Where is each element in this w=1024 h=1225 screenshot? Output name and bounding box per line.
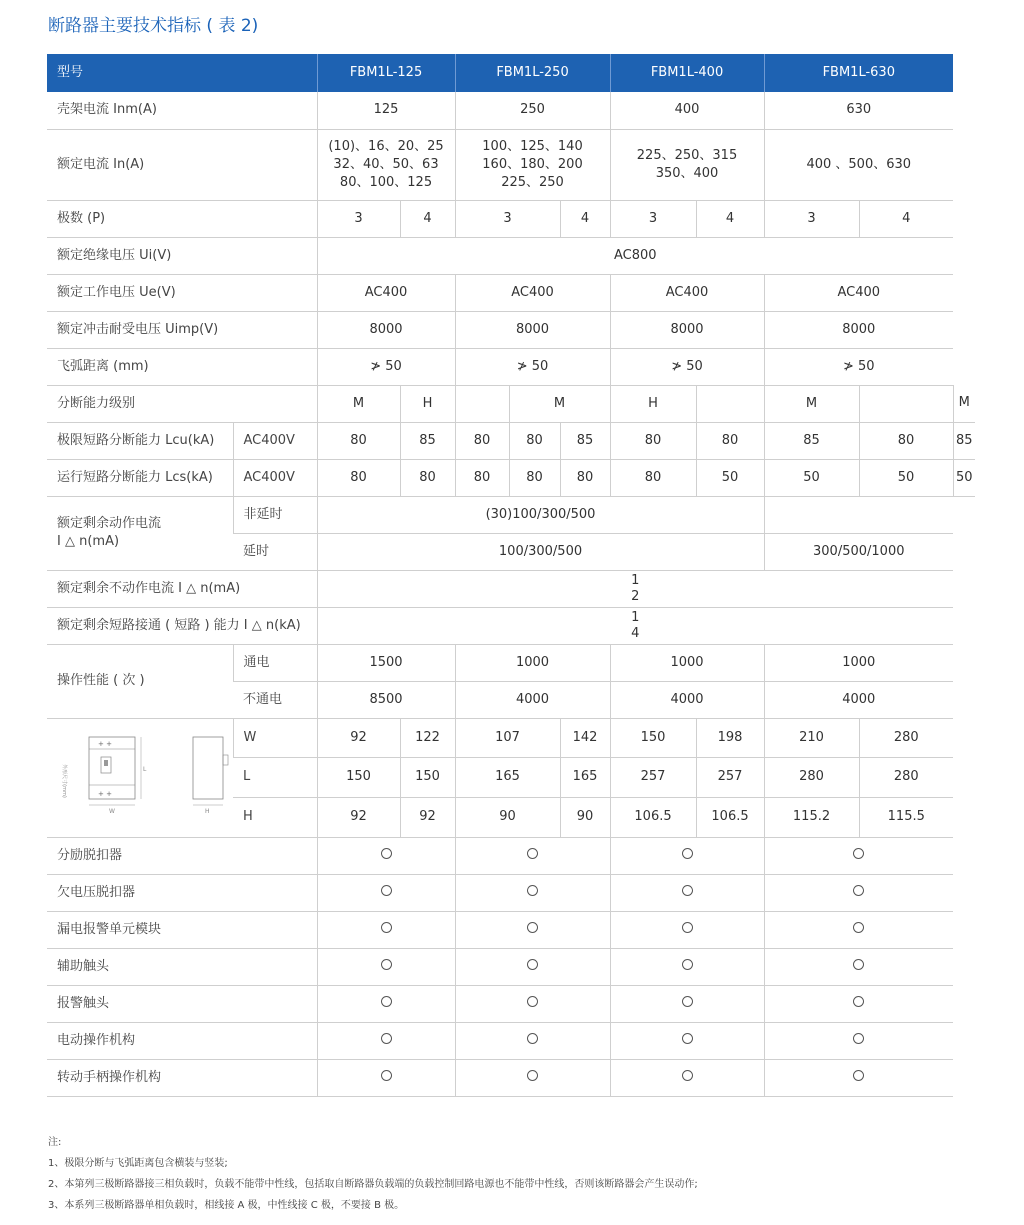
cell: 280 (859, 718, 953, 758)
model-header: FBM1L-630 (764, 54, 953, 92)
cell (764, 874, 953, 911)
available-circle-icon (682, 959, 693, 970)
cell (610, 837, 764, 874)
notes (48, 1132, 698, 1216)
page-title: 断路器主要技术指标 ( 表 2) (48, 16, 259, 36)
model-header: FBM1L-250 (455, 54, 610, 92)
cell (764, 985, 953, 1022)
available-circle-icon (853, 848, 864, 859)
cell (455, 129, 610, 200)
cell: 1000 (764, 644, 953, 681)
table-row (47, 237, 975, 274)
row-sublabel: 不通电 (233, 681, 317, 718)
table-row (47, 570, 975, 607)
row-label: 运行短路分断能力 Lcs(kA) (47, 459, 233, 496)
cell-line: 225、250、315 (636, 147, 738, 163)
cell: M (509, 385, 610, 422)
cell (610, 948, 764, 985)
cell: 8000 (764, 311, 953, 348)
note-item: 1、极限分断与飞弧距离包含横装与竖装; (48, 1158, 228, 1169)
cell: (30)100/300/500 (317, 496, 764, 533)
available-circle-icon (682, 996, 693, 1007)
table-row (47, 948, 975, 985)
table-row (47, 200, 975, 237)
cell: 3 (610, 200, 696, 237)
cell (317, 129, 455, 200)
breaker-outline-diagram (47, 719, 233, 831)
cell: 4 (696, 200, 764, 237)
row-label: 操作性能 ( 次 ) (47, 644, 233, 718)
cell: 280 (859, 758, 953, 798)
cell: ≯ 50 (317, 348, 455, 385)
row-label: 电动操作机构 (47, 1022, 317, 1059)
available-circle-icon (853, 996, 864, 1007)
table-row (47, 385, 975, 422)
cell: 4000 (610, 681, 764, 718)
cell: 165 (455, 758, 560, 798)
cell (610, 911, 764, 948)
cell: 257 (696, 758, 764, 798)
cell: 3 (455, 200, 560, 237)
cell: 1500 (317, 644, 455, 681)
cell-line: 80、100、125 (339, 174, 433, 190)
row-label: 额定冲击耐受电压 Uimp(V) (47, 311, 317, 348)
cell (610, 985, 764, 1022)
cell: 257 (610, 758, 696, 798)
cell: 4000 (764, 681, 953, 718)
available-circle-icon (527, 959, 538, 970)
table-row (47, 92, 975, 129)
cell: 80 (509, 459, 560, 496)
cell-line: 4 (631, 625, 640, 641)
cell: 630 (764, 92, 953, 129)
cell: ≯ 50 (610, 348, 764, 385)
available-circle-icon (381, 848, 392, 859)
cell: 90 (455, 797, 560, 837)
cell: 80 (859, 422, 953, 459)
cell (317, 911, 455, 948)
diagram-h-label: H (205, 807, 210, 815)
diagram-caption: 外形尺寸(mm) (61, 763, 67, 798)
available-circle-icon (853, 959, 864, 970)
table-row (47, 459, 975, 496)
available-circle-icon (682, 1033, 693, 1044)
available-circle-icon (527, 885, 538, 896)
cell: 400 、500、630 (764, 129, 953, 200)
cell: 198 (696, 718, 764, 758)
row-label: 辅助触头 (47, 948, 317, 985)
row-label: 额定电流 In(A) (47, 129, 317, 200)
row-sublabel: 非延时 (233, 496, 317, 533)
row-sublabel: AC400V (233, 459, 317, 496)
cell: 107 (455, 718, 560, 758)
row-label: 极限短路分断能力 Lcu(kA) (47, 422, 233, 459)
cell: H (610, 385, 696, 422)
cell (317, 1022, 455, 1059)
cell: M (764, 385, 859, 422)
note-item: 3、本系列三极断路器单相负载时，相线接 A 极，中性线接 C 极，不要接 B 极。 (48, 1200, 405, 1211)
cell: 50 (696, 459, 764, 496)
cell (455, 948, 610, 985)
cell: 150 (400, 758, 455, 798)
cell: 300/500/1000 (764, 533, 953, 570)
cell: 80 (400, 459, 455, 496)
cell: H (400, 385, 455, 422)
cell (610, 1059, 764, 1096)
cell (455, 1059, 610, 1096)
row-sublabel: L (233, 758, 317, 798)
cell (317, 607, 953, 644)
cell: M (953, 385, 975, 422)
dimension-diagram (47, 718, 233, 837)
cell (764, 911, 953, 948)
cell: 80 (560, 459, 610, 496)
cell-line: 2 (631, 588, 640, 604)
cell: 165 (560, 758, 610, 798)
row-sublabel: 通电 (233, 644, 317, 681)
row-label: 报警触头 (47, 985, 317, 1022)
cell-line: 160、180、200 (482, 156, 583, 172)
cell: ≯ 50 (764, 348, 953, 385)
cell (764, 496, 953, 533)
row-label (47, 496, 233, 570)
cell: 92 (317, 718, 400, 758)
cell: 4 (560, 200, 610, 237)
cell: 85 (953, 422, 975, 459)
available-circle-icon (853, 1070, 864, 1081)
available-circle-icon (381, 1033, 392, 1044)
row-label: 额定剩余短路接通 ( 短路 ) 能力 I △ n(kA) (47, 607, 317, 644)
cell-line: 1 (631, 572, 640, 588)
cell: 250 (455, 92, 610, 129)
available-circle-icon (682, 922, 693, 933)
table-row (47, 274, 975, 311)
cell: 90 (560, 797, 610, 837)
cell: 8000 (610, 311, 764, 348)
available-circle-icon (853, 1033, 864, 1044)
cell: 210 (764, 718, 859, 758)
table-row (47, 644, 975, 681)
cell: 50 (859, 459, 953, 496)
model-header: FBM1L-125 (317, 54, 455, 92)
cell: 80 (696, 422, 764, 459)
table-row (47, 911, 975, 948)
cell: AC400 (455, 274, 610, 311)
cell: 50 (953, 459, 975, 496)
available-circle-icon (682, 885, 693, 896)
cell: 92 (400, 797, 455, 837)
row-sublabel: W (233, 718, 317, 758)
cell: AC400 (764, 274, 953, 311)
cell (764, 1022, 953, 1059)
cell: ≯ 50 (455, 348, 610, 385)
cell (610, 1022, 764, 1059)
table-row (47, 607, 975, 644)
cell-line: 32、40、50、63 (333, 156, 439, 172)
cell (317, 874, 455, 911)
cell: 80 (610, 422, 696, 459)
available-circle-icon (381, 922, 392, 933)
cell-line: 225、250 (501, 174, 564, 190)
table-row (47, 422, 975, 459)
cell (610, 874, 764, 911)
table-row (47, 1022, 975, 1059)
available-circle-icon (682, 1070, 693, 1081)
cell: 100/300/500 (317, 533, 764, 570)
svg-text:+ +: + + (98, 739, 112, 748)
cell: 106.5 (610, 797, 696, 837)
row-label: 额定绝缘电压 Ui(V) (47, 237, 317, 274)
cell: AC400 (610, 274, 764, 311)
model-header: FBM1L-400 (610, 54, 764, 92)
cell (610, 129, 764, 200)
table-row (47, 1059, 975, 1096)
table-row (47, 718, 975, 758)
cell: 80 (455, 422, 509, 459)
spec-table (47, 54, 975, 1097)
available-circle-icon (381, 996, 392, 1007)
cell: M (317, 385, 400, 422)
row-sublabel: AC400V (233, 422, 317, 459)
cell: AC800 (317, 237, 953, 274)
cell (455, 385, 509, 422)
cell-line: 1 (631, 609, 640, 625)
cell: 92 (317, 797, 400, 837)
cell (317, 837, 455, 874)
cell-line: 350、400 (655, 165, 719, 181)
svg-text:+ +: + + (98, 789, 112, 798)
cell (696, 385, 764, 422)
cell (317, 985, 455, 1022)
cell: 3 (764, 200, 859, 237)
cell (455, 985, 610, 1022)
table-row (47, 129, 975, 200)
available-circle-icon (381, 959, 392, 970)
table-row (47, 985, 975, 1022)
cell: 115.2 (764, 797, 859, 837)
cell: 8000 (317, 311, 455, 348)
available-circle-icon (381, 885, 392, 896)
header-label: 型号 (47, 54, 317, 92)
cell-line: (10)、16、20、25 (328, 138, 444, 154)
row-sublabel: 延时 (233, 533, 317, 570)
cell (764, 837, 953, 874)
row-label-line: 额定剩余动作电流 (57, 516, 162, 531)
header-row (47, 54, 975, 92)
table-row (47, 837, 975, 874)
cell (317, 1059, 455, 1096)
cell: 80 (317, 422, 400, 459)
cell: 50 (764, 459, 859, 496)
table-row (47, 496, 975, 533)
row-label: 欠电压脱扣器 (47, 874, 317, 911)
cell: 80 (610, 459, 696, 496)
cell: 150 (317, 758, 400, 798)
cell: 4 (400, 200, 455, 237)
row-label: 分断能力级别 (47, 385, 317, 422)
cell (859, 385, 953, 422)
row-label: 壳架电流 Inm(A) (47, 92, 317, 129)
note-item: 2、本第列三极断路器接三相负载时，负载不能带中性线，包括取自断路器负载端的负载控制回路电源也不能带中性线，否则该断路器会产生误动作; (48, 1179, 698, 1190)
cell: AC400 (317, 274, 455, 311)
available-circle-icon (527, 1070, 538, 1081)
notes-heading: 注: (48, 1137, 62, 1148)
cell (764, 1059, 953, 1096)
cell (455, 837, 610, 874)
cell (455, 874, 610, 911)
cell: 80 (455, 459, 509, 496)
row-label: 额定剩余不动作电流 I △ n(mA) (47, 570, 317, 607)
table-row (47, 348, 975, 385)
row-label: 漏电报警单元模块 (47, 911, 317, 948)
cell: 80 (317, 459, 400, 496)
cell: 1000 (455, 644, 610, 681)
row-label: 极数 (P) (47, 200, 317, 237)
cell: 4000 (455, 681, 610, 718)
cell: 125 (317, 92, 455, 129)
cell: 150 (610, 718, 696, 758)
cell-line: 100、125、140 (482, 138, 583, 154)
diagram-w-label: W (109, 807, 115, 815)
cell: 4 (859, 200, 953, 237)
cell (455, 1022, 610, 1059)
cell: 106.5 (696, 797, 764, 837)
cell: 80 (509, 422, 560, 459)
cell: 85 (560, 422, 610, 459)
row-sublabel: H (233, 797, 317, 837)
cell (455, 911, 610, 948)
cell (317, 948, 455, 985)
diagram-l-label: L (143, 765, 147, 773)
row-label: 飞弧距离 (mm) (47, 348, 317, 385)
cell: 3 (317, 200, 400, 237)
cell (317, 570, 953, 607)
available-circle-icon (853, 922, 864, 933)
table-row (47, 874, 975, 911)
row-label: 额定工作电压 Ue(V) (47, 274, 317, 311)
row-label: 分励脱扣器 (47, 837, 317, 874)
cell: 1000 (610, 644, 764, 681)
cell: 122 (400, 718, 455, 758)
available-circle-icon (853, 885, 864, 896)
cell: 85 (400, 422, 455, 459)
available-circle-icon (527, 1033, 538, 1044)
cell: 85 (764, 422, 859, 459)
cell: 8000 (455, 311, 610, 348)
row-label-line: I △ n(mA) (57, 534, 120, 549)
available-circle-icon (527, 996, 538, 1007)
available-circle-icon (682, 848, 693, 859)
cell: 8500 (317, 681, 455, 718)
cell: 280 (764, 758, 859, 798)
available-circle-icon (527, 922, 538, 933)
table-row (47, 311, 975, 348)
cell: 115.5 (859, 797, 953, 837)
available-circle-icon (381, 1070, 392, 1081)
available-circle-icon (527, 848, 538, 859)
cell: 400 (610, 92, 764, 129)
cell (764, 948, 953, 985)
row-label: 转动手柄操作机构 (47, 1059, 317, 1096)
cell: 142 (560, 718, 610, 758)
